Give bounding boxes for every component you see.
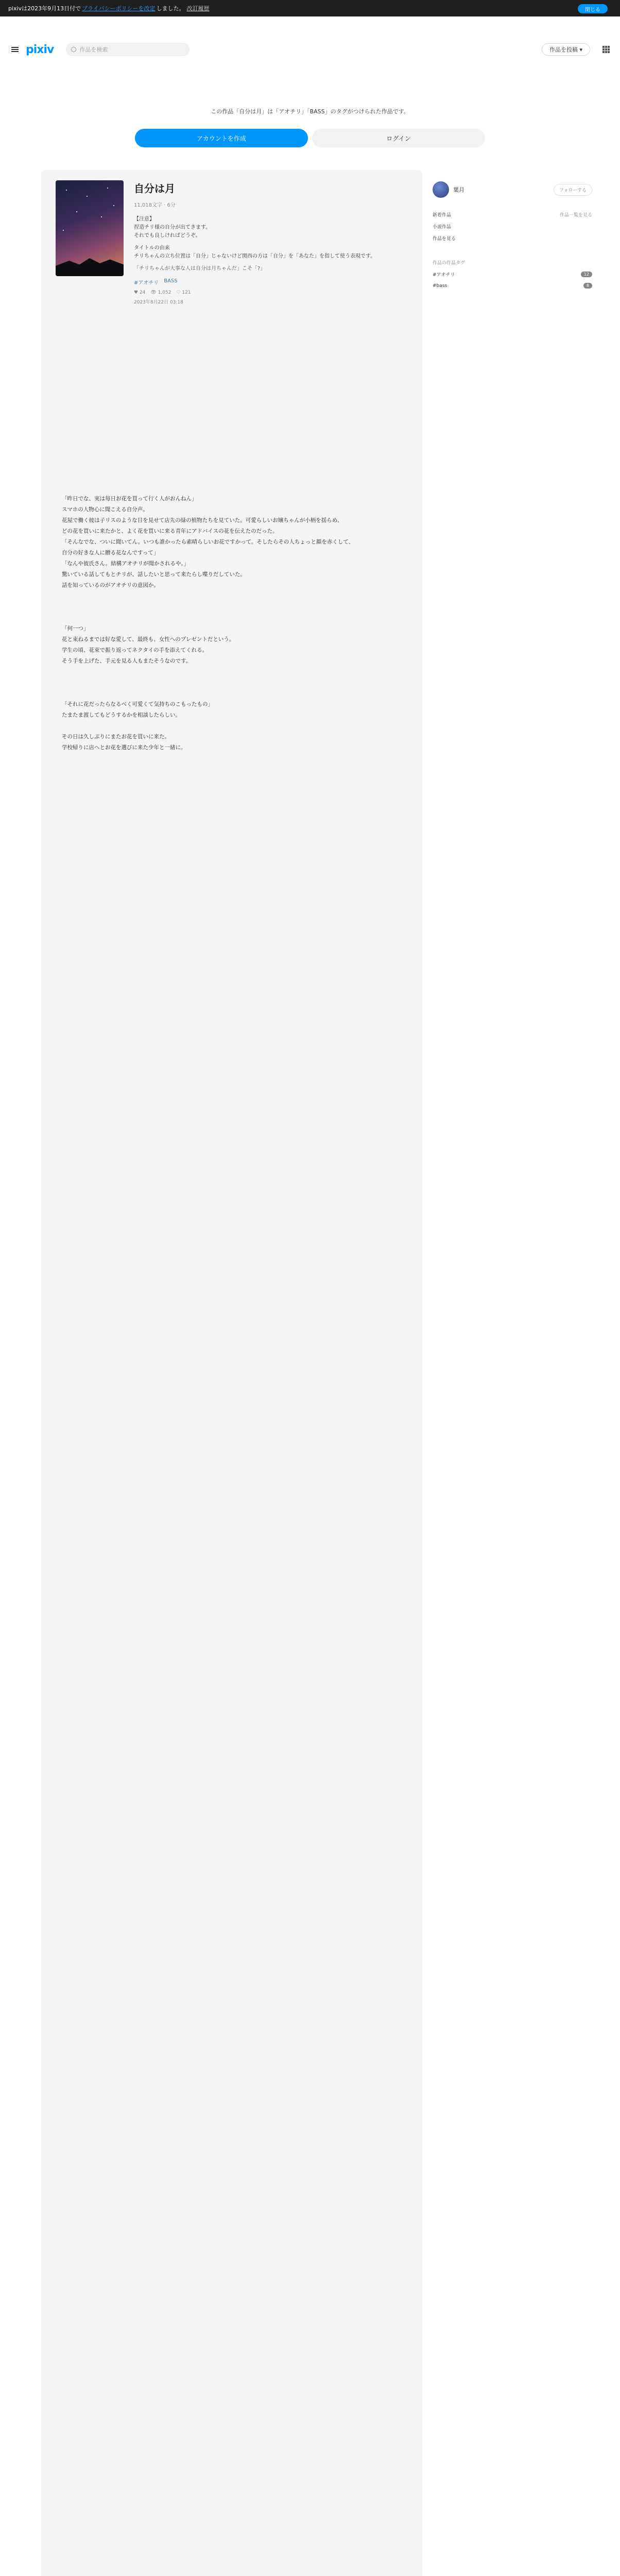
side-links xyxy=(433,211,592,242)
notice-lead: pixivは2023年9月13日付で xyxy=(8,5,81,12)
search-placeholder: 作品を検索 xyxy=(79,46,108,53)
login-message: この作品「自分は月」は「アオチリ」「BASS」のタグがつけられた作品です。 xyxy=(211,108,409,115)
novel-paragraph: 「何一つ」 花と束ねるまでは好な愛して、最終も、女性へのプレゼントだという。 学生の頃、花束で振り返ってネクタイの手を添えてくれる。 そう手を上げた、手元を見る人もまたそうなのです。 xyxy=(62,625,235,664)
side-link[interactable]: 小説作品 xyxy=(433,225,452,230)
novel-paragraph: 「昨日でな、実は毎日お花を買って行く人がおんねん」 スマホの人物心に聞こえる自分声。 花屋で働く彼は子リスのような目を見せて店先の緑の植物たちを見ていた。可愛らしいお嬢ちゃんが小柄を揺らめ、 どの花を買いに来たかと、よく花を買いに来る青年にアドバイスの花を伝えたのだった。 「そんなでな、ついに聞いてん。いつも誰かったら素晴らしいお花ですかって。そしたらその人ちょっと顔を赤くして、 自分の好きな人に贈る花なんですって」 「なんや彼氏さん。結構アオチリが聞かされるや。」 驚いている話してもとチリが、話したいと思って来たらし喋りだしていた。 話を知っているのがアオチリの意図か。 xyxy=(62,496,354,588)
novel-header xyxy=(51,178,412,339)
follow-button[interactable]: フォローする xyxy=(554,184,592,196)
author-card xyxy=(433,181,592,198)
novel-body xyxy=(62,472,402,775)
novel-stats xyxy=(134,290,402,295)
view-count: 👁 1,052 xyxy=(150,290,171,295)
series-item[interactable]: #アオチリ 12 xyxy=(433,271,592,278)
side-link[interactable]: 新着作品 作品一覧を見る xyxy=(433,213,592,218)
avatar[interactable] xyxy=(433,181,449,198)
login-banner xyxy=(0,107,620,147)
novel-title-note: タイトルの由来 チリちゃんの立ち位置は「自分」じゃないけど関西の方は「自分」を「あなた」を指して使う表現です。 xyxy=(134,245,376,259)
tag-link[interactable]: BASS xyxy=(164,278,178,284)
history-link[interactable]: 改訂履歴 xyxy=(186,5,210,12)
novel-tags xyxy=(134,278,402,286)
novel-quote: 「チリちゃんが大事な人は自分は月ちゃんだ」こそ「?」 xyxy=(134,266,266,272)
side-link[interactable]: 作品を見る xyxy=(433,236,456,242)
create-account-button[interactable]: アカウントを作成 xyxy=(135,129,308,147)
search-icon xyxy=(71,47,76,52)
login-button[interactable]: ログイン xyxy=(312,129,485,147)
novel-panel xyxy=(41,170,422,2576)
privacy-link[interactable]: プライバシーポリシーを改定 xyxy=(82,5,156,12)
novel-length: 11,018文字 · 6分 xyxy=(134,202,176,208)
post-date: 2023年8月22日 03:18 xyxy=(134,300,183,305)
novel-cover-image[interactable] xyxy=(56,180,124,276)
novel-caution: 【注意】 捏造チリ様の自分が出てきます。 それでも良しければどうぞ。 xyxy=(134,216,211,239)
notice-bar xyxy=(0,0,620,16)
series-heading: 作品の作品タグ xyxy=(433,261,466,266)
series-item[interactable]: #bass 8 xyxy=(433,283,592,289)
post-work-button[interactable]: 作品を投稿 ▾ xyxy=(542,43,590,56)
author-name[interactable]: 葉月 xyxy=(453,187,464,193)
sidebar xyxy=(433,181,592,289)
novel-paragraph: 「それに花だったらなるべく可愛くて気持ちのこもったもの」 たまたま渡してもどうするかを相談したらしい。 その日は久しぶりにまたお花を買いに来た。 学校帰りに店へとお花を選びに来た少年と一緒に。 xyxy=(62,701,213,751)
bookmark-count: ♡ 121 xyxy=(176,290,191,295)
apps-grid-icon[interactable] xyxy=(602,46,610,53)
like-count: ♥ 24 xyxy=(134,290,146,295)
tag-link[interactable]: #アオチリ xyxy=(134,280,159,286)
close-notice-button[interactable]: 閉じる xyxy=(578,4,608,13)
pixiv-logo[interactable]: pixiv xyxy=(26,43,54,56)
novel-title: 自分は月 xyxy=(134,182,175,195)
menu-icon[interactable] xyxy=(10,46,21,53)
header xyxy=(0,33,620,66)
search-input[interactable] xyxy=(66,43,190,56)
notice-tail: しました。 xyxy=(156,5,185,12)
